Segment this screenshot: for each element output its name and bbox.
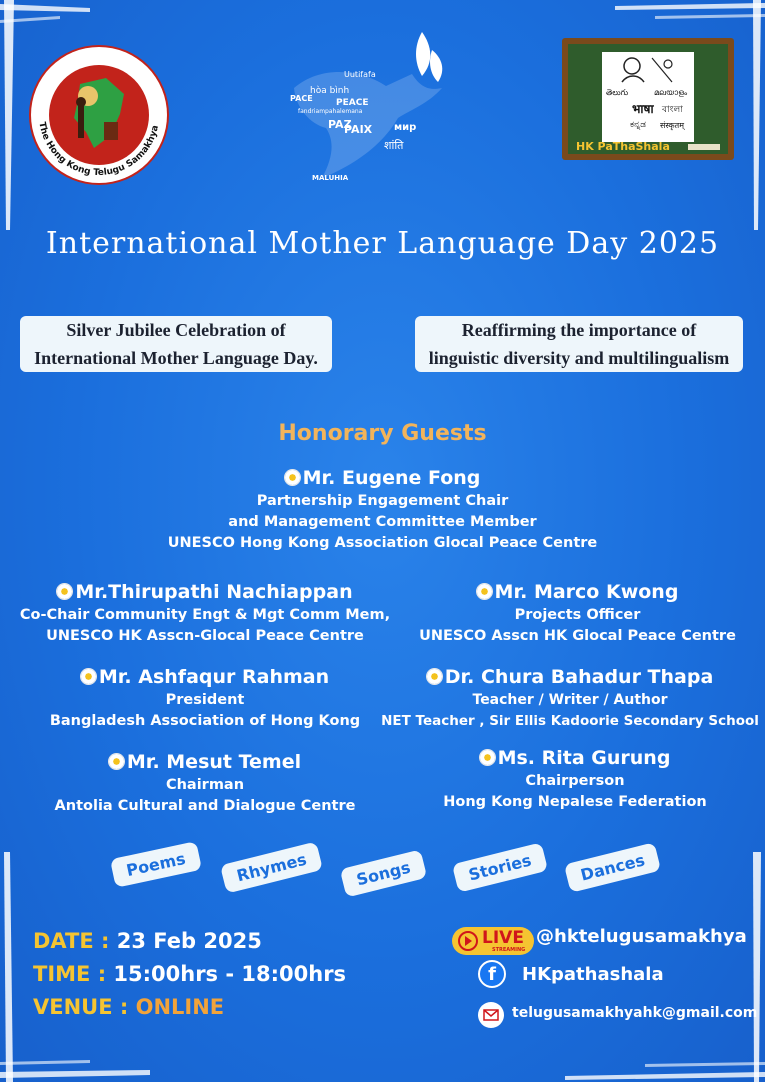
guest-org: UNESCO HK Asscn-Glocal Peace Centre bbox=[46, 628, 364, 644]
flower-icon bbox=[81, 669, 96, 684]
play-icon bbox=[458, 931, 478, 951]
highlight-diversity bbox=[415, 316, 743, 372]
hk-pathashala-logo bbox=[562, 38, 734, 160]
board-word: संस्कृतम् bbox=[660, 121, 685, 130]
activity-tag-dances: Dances bbox=[564, 842, 662, 893]
page-title: International Mother Language Day 2025 bbox=[45, 226, 720, 261]
guest-name: Ms. Rita Gurung bbox=[497, 747, 671, 769]
highlight-line: Reaffirming the importance of bbox=[461, 320, 697, 340]
dove-word: hòa bình bbox=[310, 86, 350, 96]
dove-word: fandriampahalemana bbox=[298, 108, 363, 115]
board-word: বাংলা bbox=[662, 105, 683, 115]
event-venue bbox=[33, 995, 224, 1019]
guest-card bbox=[15, 749, 395, 817]
dove-word: PAIX bbox=[344, 123, 373, 136]
flower-icon bbox=[427, 669, 442, 684]
dove-word: PACE bbox=[290, 94, 313, 103]
guest-org: UNESCO Hong Kong Association Glocal Peace Centre bbox=[167, 535, 598, 551]
venue-label: VENUE : bbox=[33, 995, 129, 1019]
guest-name: Mr. Ashfaqur Rahman bbox=[98, 666, 330, 688]
chalk-icon bbox=[688, 144, 720, 150]
guest-name: Mr.Thirupathi Nachiappan bbox=[75, 581, 353, 603]
activity-tag-stories: Stories bbox=[452, 842, 548, 892]
live-label: LIVE bbox=[482, 928, 524, 948]
highlight-line: Silver Jubilee Celebration of bbox=[66, 320, 286, 340]
flower-icon bbox=[285, 470, 300, 485]
dove-word: MALUHIA bbox=[312, 174, 349, 182]
facebook-handle[interactable]: HKpathashala bbox=[522, 964, 664, 985]
time-label: TIME : bbox=[33, 962, 107, 986]
highlight-line: linguistic diversity and multilingualism bbox=[428, 348, 730, 368]
guest-role: Chairman bbox=[165, 777, 245, 793]
guest-role: Partnership Engagement Chair bbox=[256, 493, 509, 509]
guest-card-main bbox=[0, 465, 765, 554]
activity-tag-rhymes: Rhymes bbox=[220, 841, 323, 893]
guest-name: Mr. Marco Kwong bbox=[494, 581, 679, 603]
guest-role: and Management Committee Member bbox=[228, 514, 537, 530]
event-time bbox=[33, 962, 346, 986]
flower-icon bbox=[109, 754, 124, 769]
dove-word: PAZ bbox=[328, 118, 352, 131]
guest-card bbox=[15, 579, 395, 647]
board-word: भाषा bbox=[632, 102, 654, 116]
youtube-handle[interactable]: @hktelugusamakhya bbox=[536, 926, 747, 947]
flower-icon bbox=[57, 584, 72, 599]
facebook-icon: f bbox=[478, 960, 506, 988]
guest-name: Mr. Mesut Temel bbox=[126, 751, 302, 773]
guest-org: NET Teacher , Sir Ellis Kadoorie Secondary School bbox=[381, 713, 759, 729]
time-value: 15:00hrs - 18:00hrs bbox=[113, 962, 347, 986]
board-word: తెలుగు bbox=[606, 88, 629, 97]
guest-org: Antolia Cultural and Dialogue Centre bbox=[54, 798, 356, 814]
activity-tag-poems: Poems bbox=[110, 841, 202, 888]
guest-role: Teacher / Writer / Author bbox=[472, 692, 668, 708]
dove-word: Uutifafa bbox=[344, 70, 376, 79]
dove-word: PEACE bbox=[336, 98, 369, 108]
streaming-label: STREAMING bbox=[492, 947, 526, 953]
venue-value: ONLINE bbox=[135, 995, 225, 1019]
guest-org: Hong Kong Nepalese Federation bbox=[443, 794, 707, 810]
guest-role: Co-Chair Community Engt & Mgt Comm Mem, bbox=[19, 607, 391, 623]
guest-card bbox=[380, 664, 760, 732]
honorary-guests-heading: Honorary Guests bbox=[278, 421, 487, 446]
date-label: DATE : bbox=[33, 929, 110, 953]
guest-name: Mr. Eugene Fong bbox=[302, 467, 481, 489]
guest-role: President bbox=[165, 692, 245, 708]
logo-ring-text: The Hong Kong Telugu Samakhya bbox=[36, 121, 161, 179]
flower-icon bbox=[477, 584, 492, 599]
live-streaming-badge bbox=[452, 927, 534, 955]
board-word: മലയാളം bbox=[654, 88, 688, 97]
board-word: ಕನ್ನಡ bbox=[630, 120, 647, 130]
guest-name: Dr. Chura Bahadur Thapa bbox=[444, 666, 714, 688]
highlight-line: International Mother Language Day. bbox=[34, 348, 318, 368]
guest-card bbox=[385, 745, 765, 813]
guest-card bbox=[15, 664, 395, 732]
email-address[interactable]: telugusamakhyahk@gmail.com bbox=[512, 1005, 758, 1021]
guest-org: Bangladesh Association of Hong Kong bbox=[49, 713, 361, 729]
pathashala-label: HK PaThaShala bbox=[576, 140, 670, 153]
language-sheet bbox=[602, 52, 694, 142]
telugu-samakhya-logo bbox=[28, 44, 170, 186]
guest-card bbox=[385, 579, 765, 647]
activity-tag-songs: Songs bbox=[340, 849, 427, 897]
svg-text:The Hong Kong Telugu Samakhya bbox=[36, 121, 161, 178]
peace-dove-wordcloud bbox=[282, 28, 452, 188]
date-value: 23 Feb 2025 bbox=[116, 929, 262, 953]
guest-role: Chairperson bbox=[525, 773, 625, 789]
event-date bbox=[33, 929, 262, 953]
highlight-silver-jubilee bbox=[20, 316, 332, 372]
gmail-icon bbox=[478, 1002, 504, 1028]
guest-org: UNESCO Asscn HK Glocal Peace Centre bbox=[419, 628, 736, 644]
dove-word: शांति bbox=[384, 139, 404, 152]
dove-word: мир bbox=[394, 122, 417, 133]
flower-icon bbox=[480, 750, 495, 765]
saraswati-icon bbox=[602, 52, 694, 86]
guest-role: Projects Officer bbox=[514, 607, 641, 623]
